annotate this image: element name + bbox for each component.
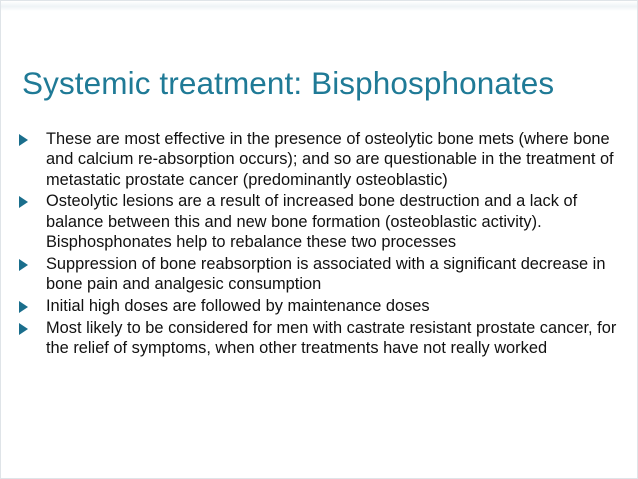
triangle-bullet-icon xyxy=(19,323,28,335)
bullet-item xyxy=(19,129,624,190)
slide-title: Systemic treatment: Bisphosphonates xyxy=(22,65,555,101)
bullet-text: These are most effective in the presence of osteolytic bone mets (where bone and calcium re-absorption occurs); and so are questionable in the treatment of metastatic prostate cancer (predominantly osteoblastic) xyxy=(46,130,614,189)
bullet-list xyxy=(19,129,624,360)
bullet-text: Most likely to be considered for men with castrate resistant prostate cancer, for the relief of symptoms, when other treatments have not really worked xyxy=(46,318,617,357)
triangle-bullet-icon xyxy=(19,301,28,313)
triangle-bullet-icon xyxy=(19,196,28,208)
bullet-text: Osteolytic lesions are a result of increased bone destruction and a lack of balance between this and new bone formation (osteoblastic activity). Bisphosphonates help to rebalance these two processes xyxy=(46,192,578,251)
bullet-item xyxy=(19,318,624,359)
triangle-bullet-icon xyxy=(19,134,28,146)
bullet-item xyxy=(19,254,624,295)
bullet-item xyxy=(19,191,624,252)
bullet-text: Initial high doses are followed by maintenance doses xyxy=(46,296,430,315)
triangle-bullet-icon xyxy=(19,259,28,271)
bullet-text: Suppression of bone reabsorption is associated with a significant decrease in bone pain and analgesic consumption xyxy=(46,254,606,294)
bullet-item xyxy=(19,296,624,316)
